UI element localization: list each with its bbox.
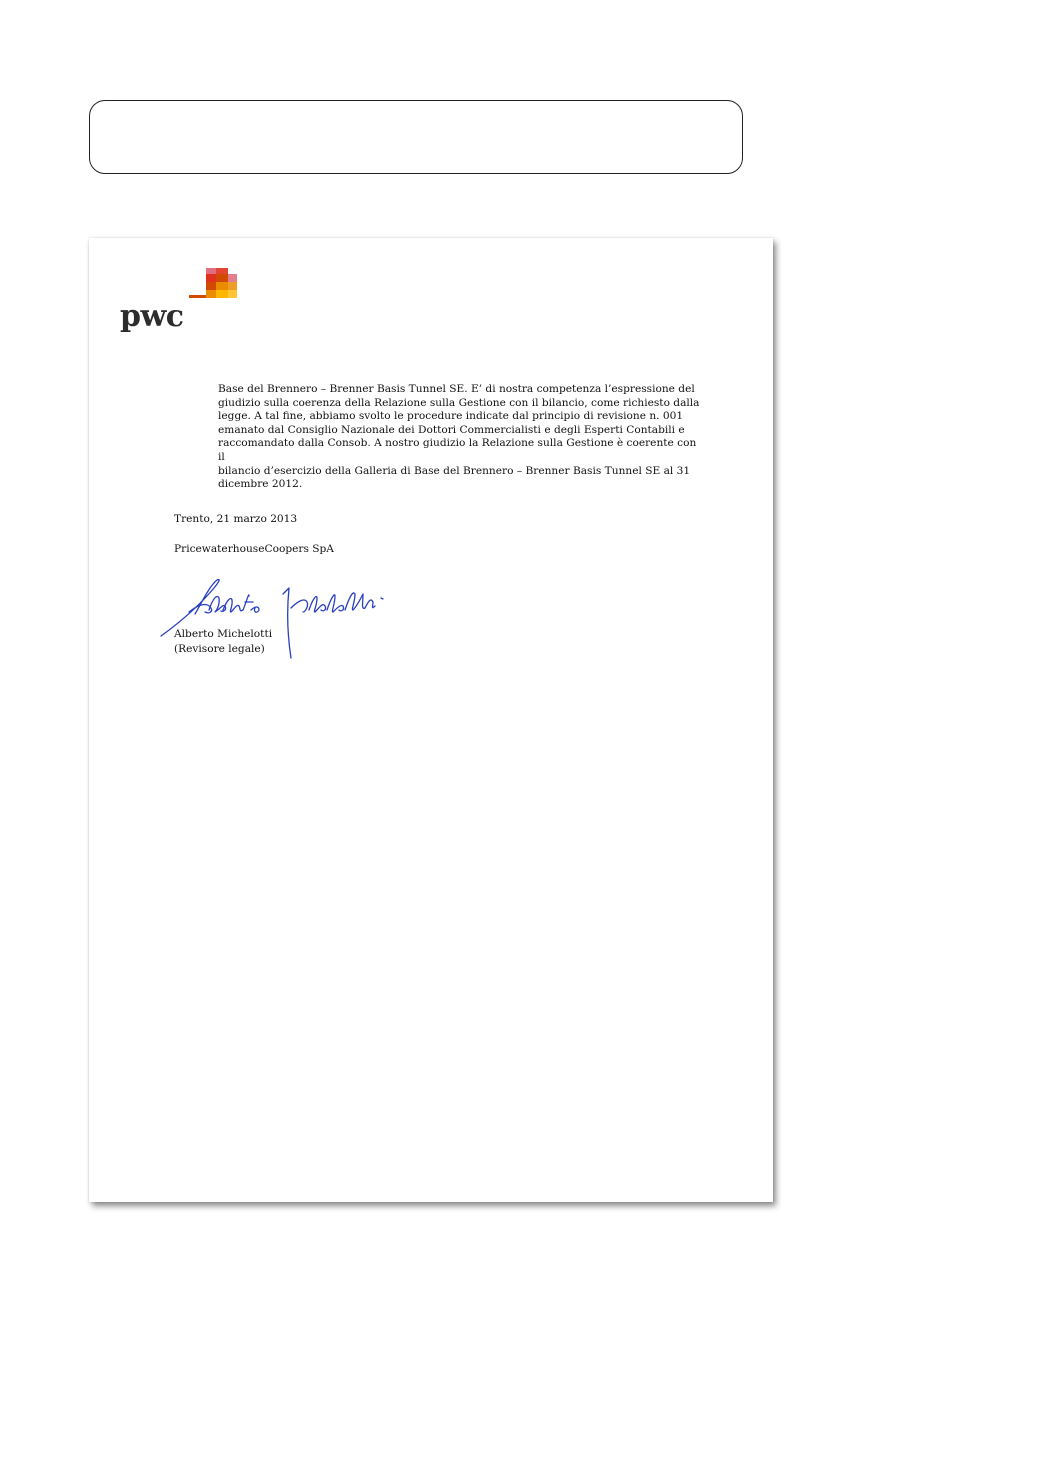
pwc-logo-text: pwc — [120, 299, 184, 334]
pwc-logo — [119, 268, 219, 340]
signer-name: Alberto Michelotti — [174, 628, 273, 640]
place-date: Trento, 21 marzo 2013 — [174, 513, 298, 525]
document-page — [89, 238, 773, 1202]
pwc-logo-icon — [159, 268, 249, 302]
header-box — [89, 100, 743, 174]
firm-name: PricewaterhouseCoopers SpA — [174, 543, 334, 555]
body-paragraph: Base del Brennero – Brenner Basis Tunnel SE. E’ di nostra competenza l’espressione del giudizio sulla coerenza della Relazione sulla Gestione con il bilancio, come richiesto dalla legge. A tal fine, abbiamo svolto le procedure indicate dal principio di revisione n. 001 emanato dal Consiglio Nazionale dei Dottori Commercialisti e degli Esperti Contabili e raccomandato dalla Consob. A nostro giudizio la Relazione sulla Gestione è coerente con il bilancio d’esercizio della Galleria di Base del Brennero – Brenner Basis Tunnel SE al 31 dicembre 2012. — [218, 383, 700, 491]
signer-role: (Revisore legale) — [174, 643, 265, 655]
